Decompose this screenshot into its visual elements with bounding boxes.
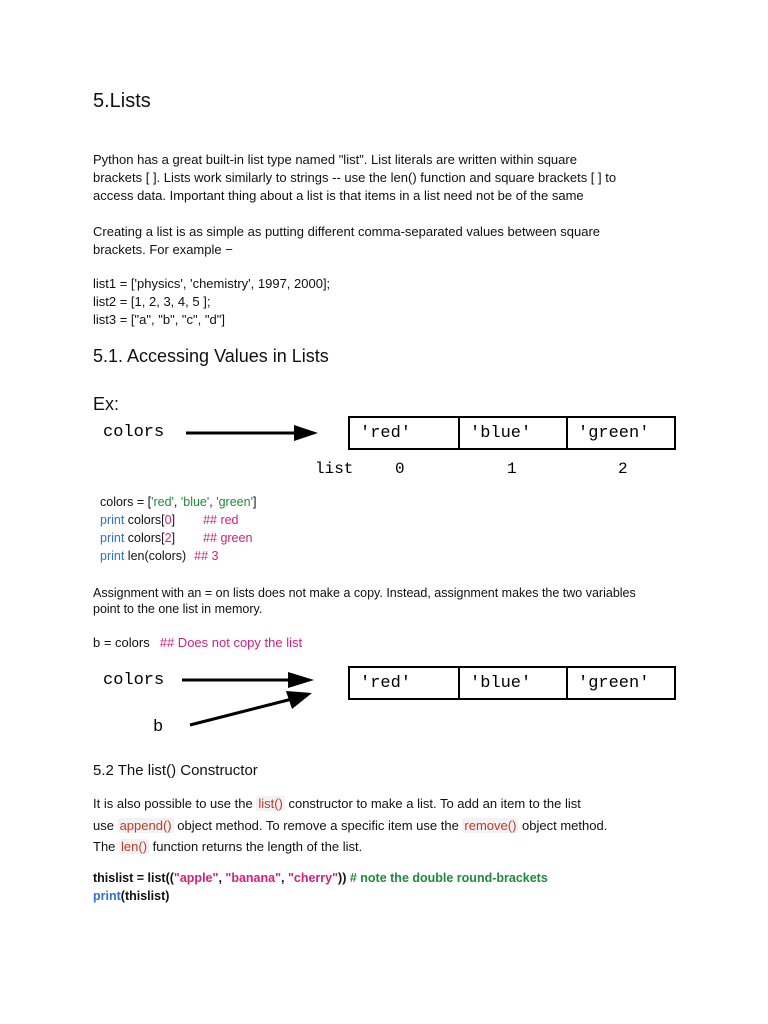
diagram2-arrows bbox=[180, 665, 320, 735]
section-heading-constructor: 5.2 The list() Constructor bbox=[93, 762, 258, 779]
code1-line-3: print colors[2] ## green bbox=[100, 531, 253, 545]
diagram1-list-label: list bbox=[315, 460, 354, 478]
diagram1-cell-blue: 'blue' bbox=[458, 418, 566, 448]
creating-line-2: brackets. For example − bbox=[93, 242, 233, 257]
intro-line-2: brackets [ ]. Lists work similarly to strings -- use the len() function and square brackets [ ] to bbox=[93, 170, 617, 185]
diagram2-cell-red: 'red' bbox=[360, 673, 412, 693]
creating-line-1: Creating a list is as simple as putting different comma-separated values between square bbox=[93, 224, 601, 239]
example-list1: list1 = ['physics', 'chemistry', 1997, 2000]; bbox=[93, 276, 331, 291]
code3-line-1: thislist = list(("apple", "banana", "cherry")) # note the double round-brackets bbox=[93, 871, 548, 885]
assignment-line-2: point to the one list in memory. bbox=[93, 602, 263, 616]
code2-line: b = colors ## Does not copy the list bbox=[93, 635, 303, 650]
diagram2-cell-blue: 'blue' bbox=[458, 668, 566, 698]
diagram2-var-b: b bbox=[153, 718, 164, 737]
section-heading-accessing: 5.1. Accessing Values in Lists bbox=[93, 346, 329, 366]
code3-line-2: print(thislist) bbox=[93, 889, 170, 903]
constructor-line-3: The len() function returns the length of the list. bbox=[93, 839, 363, 854]
diagram1-var-colors: colors bbox=[103, 423, 165, 442]
diagram1-cell-red: 'red' bbox=[360, 423, 412, 443]
example-list2: list2 = [1, 2, 3, 4, 5 ]; bbox=[93, 294, 211, 309]
diagram2-list-box bbox=[348, 666, 676, 700]
example-list3: list3 = ["a", "b", "c", "d"] bbox=[93, 312, 225, 327]
diagram1-index-0: 0 bbox=[395, 460, 405, 478]
diagram1-index-1: 1 bbox=[507, 460, 517, 478]
constructor-line-1: It is also possible to use the list() constructor to make a list. To add an item to the list bbox=[93, 796, 581, 811]
intro-line-1: Python has a great built-in list type named "list". List literals are written within square bbox=[93, 152, 577, 167]
diagram2-cell-green: 'green' bbox=[566, 668, 676, 698]
ex-label: Ex: bbox=[93, 394, 120, 414]
diagram1-cell-green: 'green' bbox=[566, 418, 676, 448]
code1-line-1: colors = ['red', 'blue', 'green'] bbox=[100, 495, 257, 509]
code1-line-4: print len(colors) ## 3 bbox=[100, 549, 219, 563]
diagram1-list-box bbox=[348, 416, 676, 450]
assignment-line-1: Assignment with an = on lists does not make a copy. Instead, assignment makes the two variables bbox=[93, 586, 636, 600]
constructor-line-2: use append() object method. To remove a specific item use the remove() object method. bbox=[93, 818, 608, 833]
intro-line-3: access data. Important thing about a list is that items in a list need not be of the same bbox=[93, 188, 584, 203]
diagram1-arrow bbox=[184, 422, 324, 444]
diagram2-var-colors: colors bbox=[103, 671, 165, 690]
code1-line-2: print colors[0] ## red bbox=[100, 513, 239, 527]
page-title: 5.Lists bbox=[93, 90, 151, 112]
diagram1-index-2: 2 bbox=[618, 460, 628, 478]
